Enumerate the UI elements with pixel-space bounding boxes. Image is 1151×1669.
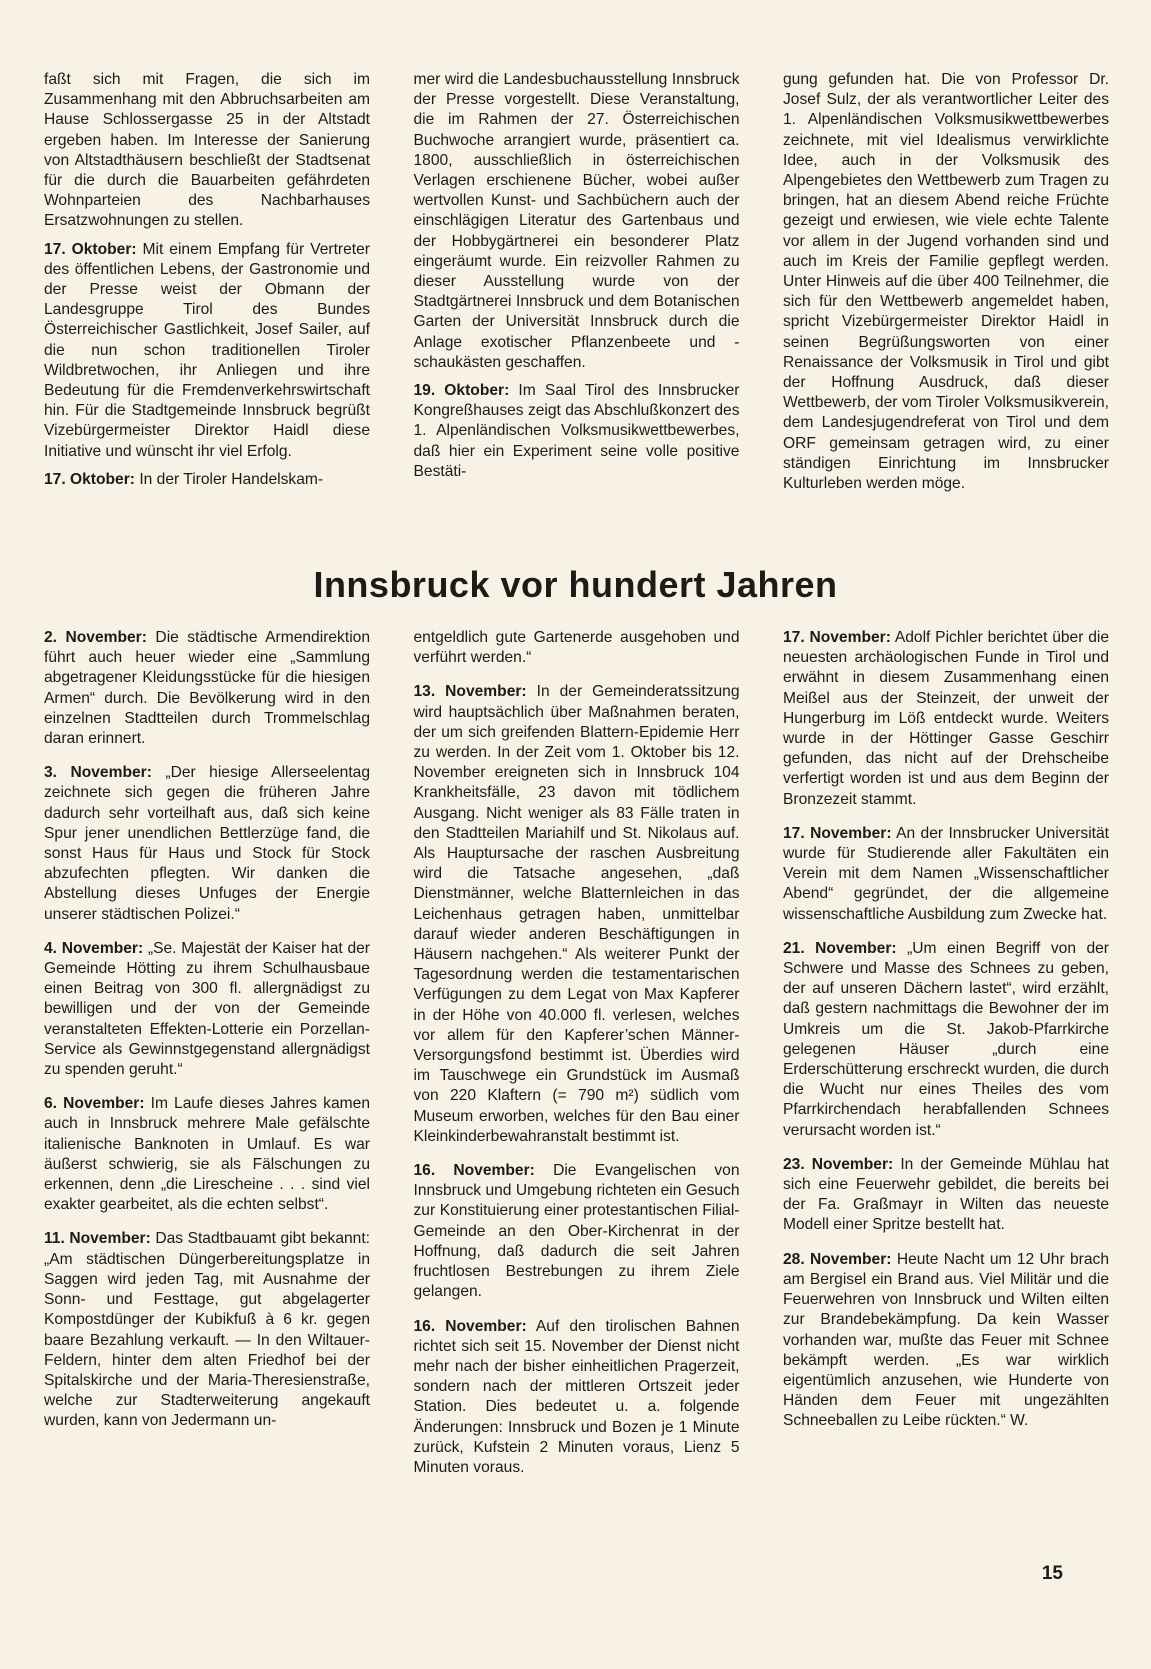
paragraph — [44, 628, 370, 749]
entry-text: Die städtische Armendirektion führt auch heuer wieder eine „Sammlung abgetragener Kleidungsstücke für die hiesigen Armen“ durch. Die Bevölkerung wird in den einzelnen Stadtteilen durch Trommelschlag daran erinnert. — [44, 629, 371, 748]
paragraph — [414, 1317, 740, 1479]
entry-text: Die Evangelischen von Innsbruck und Umgebung richteten ein Gesuch zur Konstituierung einer protestantischen Filial-Gemeinde an den Ober-Kirchenrat in der Hoffnung, daß dadurch die seit Jahren fruchtlosen Bestrebungen zu ihrem Ziele gelangen. — [413, 1162, 740, 1301]
section-heading: Innsbruck vor hundert Jahren — [313, 564, 838, 605]
entry-date: 13. November: — [413, 683, 527, 701]
entry-date: 11. November: — [44, 1230, 151, 1248]
hundred-years-section — [44, 628, 1109, 1478]
entry-text: „Der hiesige Allerseelentag zeichnete sich gegen die früheren Jahre dadurch sehr vorteilhaft aus, daß sich keine Spur jener unendlichen Bettlerzüge fand, die sonst Haus für Haus und Stock für Stock abzufechten pflegten. Wir danken die Abstellung dieses Unfuges der Energie unserer städtischen Polizei.“ — [44, 764, 370, 923]
entry-text: Mit einem Empfang für Vertreter des öffentlichen Lebens, der Gastronomie und der Presse weist der Obmann der Landesgruppe Tirol des Bundes Österreichischer Gastlichkeit, Josef Sailer, auf die nun schon traditionellen Tiroler Wildbretwochen, ihr Anliegen und ihre Bedeutung für die Fremdenverkehrswirtschaft hin. Für die Stadtgemeinde Innsbruck begrüßt Vizebürgermeister Direktor Haidl diese Initiative und wünscht ihr viel Erfolg. — [44, 240, 370, 460]
entry-text: Im Laufe dieses Jahres kamen auch in Innsbruck mehrere Male gefälschte italienische Banknoten in Umlauf. Es war äußerst schwierig, sie als Fälschungen zu erkennen, denn „die Lirescheine . . . sind viel exakter gearbeitet, als die echten selbst“. — [44, 1095, 370, 1214]
paragraph — [44, 939, 370, 1080]
paragraph — [783, 1155, 1109, 1236]
entry-text: „Um einen Begriff von der Schwere und Masse des Schnees zu geben, der auf unseren Dächern lastet“, wird erzählt, daß gestern nachmittags die Bewohner der im Umkreis um die St. Jakob-Pfarrkirche gelegenen Häuser „durch eine Erderschütterung erschreckt wurden, die durch die Wucht nur eines Theiles des vom Pfarrkirchendach herabfallenden Schnees verursacht worden ist.“ — [783, 939, 1109, 1139]
bottom-column-1 — [44, 628, 370, 1478]
entry-text: Heute Nacht um 12 Uhr brach am Bergisel ein Brand aus. Viel Militär und die Feuerwehren von Innsbruck und Wilten eilten zur Brandebekämpfung. Da kein Wasser vorhanden war, mußte das Feuer mit Schnee bekämpft werden. „Es war wirklich eigentümlich anzusehen, wie Hunderte von Händen dem Feuer mit ungezählten Schneeballen zu Leibe rückten.“ W. — [783, 1250, 1110, 1430]
bottom-column-3 — [783, 628, 1109, 1478]
paragraph — [414, 1161, 740, 1302]
chronicle-top-section — [44, 70, 1109, 494]
entry-date: 19. Oktober: — [413, 382, 510, 400]
entry-text: In der Gemeinde Mühlau hat sich eine Feuerwehr gebildet, die bereits bei der Fa. Graßmayr in Wilten das neueste Modell einer Spritze bestellt hat. — [783, 1155, 1109, 1234]
entry-date: 21. November: — [783, 939, 897, 957]
paragraph — [44, 470, 370, 490]
entry-text: entgeldlich gute Gartenerde ausgehoben und verführt werden.“ — [413, 629, 740, 667]
entry-date: 16. November: — [413, 1317, 527, 1335]
paragraph — [414, 381, 740, 482]
entry-text: mer wird die Landesbuchausstellung Innsbruck der Presse vorgestellt. Diese Veranstaltung, die im Rahmen der 27. Österreichischen Buchwoche arrangiert wurde, präsentiert ca. 1800, ausschließlich in österreichischen Verlagen erschienene Bücher, wobei außer wertvollen Kunst- und Sachbüchern auch der einschlägigen Literatur des Gartenbaus und der Hobbygärtnerei ein besonderer Platz eingeräumt wurde. Ein reizvoller Rahmen zu dieser Ausstellung wurde von der Stadtgärtnerei Innsbruck und dem Botanischen Garten der Universität Innsbruck durch die Anlage exotischer Pflanzenbeete und -schaukästen geschaffen. — [413, 71, 740, 371]
entry-text: Im Saal Tirol des Innsbrucker Kongreßhauses zeigt das Abschlußkonzert des 1. Alpenländischen Volksmusikwettbewerbes, daß hier ein Experiment seine volle positive Bestäti- — [413, 382, 740, 480]
entry-date: 3. November: — [44, 764, 152, 782]
paragraph — [783, 70, 1109, 494]
page-number: 15 — [1041, 1563, 1063, 1584]
entry-date: 17. November: — [783, 629, 891, 646]
paragraph — [414, 682, 740, 1147]
entry-text: An der Innsbrucker Universität wurde für Studierende aller Fakultäten ein Verein mit dem Namen „Wissenschaftlicher Abend“ gegründet, der die allgemeine wissenschaftliche Ausbildung zum Zwecke hat. — [783, 824, 1109, 923]
entry-text: Das Stadtbauamt gibt bekannt: „Am städtischen Düngerbereitungsplatze in Saggen wird jeden Tag, mit Ausnahme der Sonn- und Festtage, gut abgelagerter Kompostdünger der Kubikfuß à 6 kr. gegen baare Bezahlung verkauft. — In den Wiltauer-Feldern, hinter dem alten Friedhof bei der Spitalskirche und der Maria-Theresienstraße, welche zur Stadterweiterung angekauft wurden, kann von Jedermann un- — [44, 1230, 370, 1430]
entry-text: Auf den tirolischen Bahnen richtet sich seit 15. November der Dienst nicht mehr nach der bisher einheitlichen Pragerzeit, sondern nach der mittleren Ortszeit jeder Station. Dies bedeutet u. a. folgende Änderungen: Innsbruck und Bozen je 1 Minute zurück, Kufstein 2 Minuten voraus, Lienz 5 Minuten voraus. — [413, 1317, 740, 1476]
entry-date: 17. Oktober: — [44, 470, 135, 488]
entry-date: 2. November: — [44, 629, 147, 646]
top-column-2 — [414, 70, 740, 494]
paragraph — [44, 240, 370, 462]
paragraph — [783, 1250, 1109, 1432]
entry-date: 17. Oktober: — [44, 240, 137, 258]
top-column-1 — [44, 70, 370, 494]
entry-text: „Se. Majestät der Kaiser hat der Gemeinde Hötting zu ihrem Schulhausbaue einen Beitrag von 300 fl. allergnädigst zu bewilligen und der von der Gemeinde veranstalteten Effekten-Lotterie ein Porzellan-Service als Gewinnstgegenstand allergnädigst zu spenden geruht.“ — [44, 939, 370, 1079]
top-column-3 — [783, 70, 1109, 494]
entry-date: 28. November: — [783, 1250, 892, 1268]
entry-date: 17. November: — [783, 824, 892, 842]
entry-text: In der Gemeinderatssitzung wird hauptsächlich über Maßnahmen beraten, der um sich greifenden Blattern-Epidemie Herr zu werden. In der Zeit vom 1. Oktober bis 12. November ereigneten sich in Innsbruck 104 Krankheitsfälle, 23 davon mit tödlichem Ausgang. Nicht weniger als 83 Fälle traten in den Stadtteilen Mariahilf und St. Nikolaus auf. Als Hauptursache der raschen Ausbreitung wird die Tatsache angesehen, „daß Dienstmänner, welche Blatternleichen in das Leichenhaus getragen haben, unmittelbar darauf wieder anderen Beschäftigungen in Häusern nachgehen.“ Als weiterer Punkt der Tagesordnung werden die testamentarischen Verfügungen zu dem Legat von Max Kapferer in der Höhe von 40.000 fl. verlesen, welches vor allem für den Kapferer’schen Männer-Versorgungsfond bestimmt ist. Überdies wird im Tauschwege ein Grundstück im Ausmaß von 220 Klaftern (= 790 m²) südlich vom Museum erworben, welches für den Bau einer Kleinkinderbewahranstalt bestimmt ist. — [413, 683, 740, 1145]
bottom-column-2 — [414, 628, 740, 1478]
paragraph — [783, 939, 1109, 1141]
entry-date: 4. November: — [44, 939, 144, 957]
paragraph — [414, 628, 740, 668]
entry-text: gung gefunden hat. Die von Professor Dr. Josef Sulz, der als verantwortlicher Leiter des 1. Alpenländischen Volksmusikwettbewerbes zeichnete, mit viel Idealismus verwirklichte Idee, auch in der Volksmusik des Alpengebietes den Wettbewerb zum Tragen zu bringen, hat an diesem Abend reiche Früchte gezeigt und erwiesen, wie viele echte Talente vor allem in der Jugend vorhanden sind und auch im Kreis der Familie gepflegt werden. Unter Hinweis auf die über 400 Teilnehmer, die sich für den Wettbewerb angemeldet haben, spricht Vizebürgermeister Direktor Haidl in seinen Begrüßungsworten von einer Renaissance der Volksmusik in Tirol und gibt der Hoffnung Ausdruck, daß dieser Wettbewerb, der vom Tiroler Volksmusikverein, dem Landesjugendreferat von Tirol und dem ORF gemeinsam getragen wird, zu einer ständigen Einrichtung im Innsbrucker Kulturleben werden möge. — [783, 71, 1109, 493]
entry-text: Adolf Pichler berichtet über die neuesten archäologischen Funde in Tirol und erwähnt in diesem Zusammenhang einen Meißel aus der Steinzeit, der unweit der Hungerburg im Löß entdeckt wurde. Weiters wurde in der Höttinger Gasse Geschirr gefunden, das nicht auf der Drehscheibe verfertigt worden ist und aus dem Beginn der Bronzezeit stammt. — [783, 629, 1109, 808]
paragraph — [783, 628, 1109, 810]
paragraph — [44, 70, 370, 232]
paragraph — [44, 1229, 370, 1431]
paragraph — [783, 824, 1109, 925]
entry-date: 23. November: — [783, 1155, 894, 1173]
entry-date: 6. November: — [44, 1095, 145, 1113]
entry-text: In der Tiroler Handelskam- — [135, 470, 324, 488]
paragraph — [44, 763, 370, 925]
paragraph — [414, 70, 740, 373]
entry-date: 16. November: — [413, 1162, 535, 1180]
entry-text: faßt sich mit Fragen, die sich im Zusammenhang mit den Abbruchsarbeiten am Hause Schlossergasse 25 in der Altstadt ergeben haben. Im Interesse der Sanierung von Altstadthäusern beschließt der Stadtsenat für die durch die Bauarbeiten gefährdeten Wohnparteien des Nachbarhauses Ersatzwohnungen zu stellen. — [44, 71, 370, 230]
paragraph — [44, 1094, 370, 1215]
